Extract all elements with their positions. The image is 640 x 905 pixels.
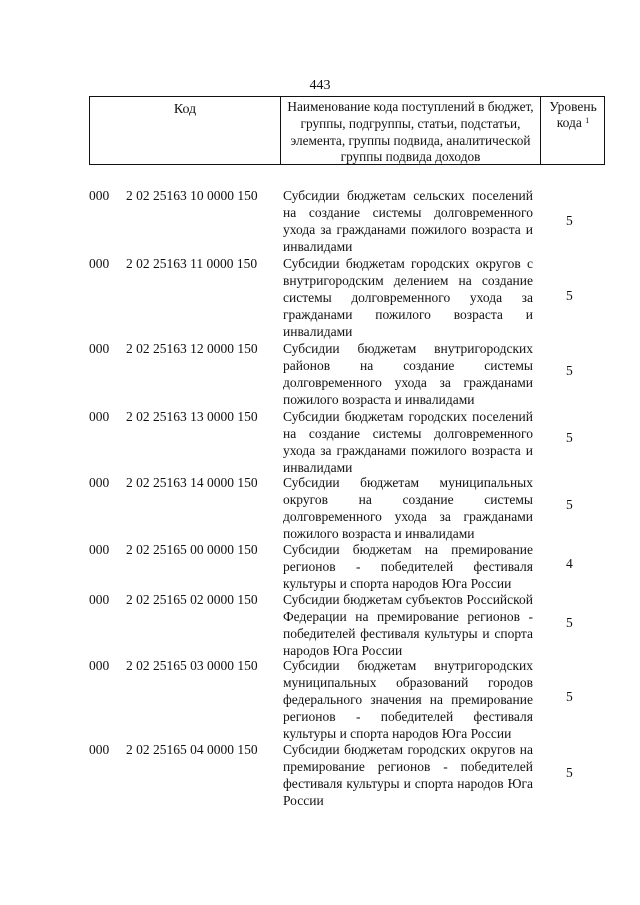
row-description: Субсидии бюджетам внутригородских муниципальных образований городов федерального значения на премирование регионов - победителей фестиваля культуры и спорта народов Юга России bbox=[283, 658, 533, 741]
row-prefix: 000 bbox=[89, 592, 110, 607]
row-level: 5 bbox=[566, 288, 573, 303]
row-prefix: 000 bbox=[89, 742, 110, 757]
row-prefix: 000 bbox=[89, 256, 110, 271]
header-level bbox=[541, 99, 605, 131]
row-level: 5 bbox=[566, 689, 573, 704]
row-code: 2 02 25165 04 0000 150 bbox=[126, 742, 258, 757]
row-prefix: 000 bbox=[89, 188, 110, 203]
row-description: Субсидии бюджетам субъектов Российской Федерации на премирование регионов - победителей фестиваля культуры и спорта народов Юга России bbox=[283, 592, 533, 658]
row-prefix: 000 bbox=[89, 542, 110, 557]
header-code: Код bbox=[173, 102, 197, 117]
row-description: Субсидии бюджетам на премирование регионов - победителей фестиваля культуры и спорта народов Юга России bbox=[283, 542, 533, 591]
row-description: Субсидии бюджетам сельских поселений на создание системы долговременного ухода за гражданами пожилого возраста и инвалидами bbox=[283, 188, 533, 254]
row-description: Субсидии бюджетам городских округов на премирование регионов - победителей фестиваля культуры и спорта народов Юга России bbox=[283, 742, 533, 808]
header-level-label: Уровень кода bbox=[549, 99, 597, 130]
row-prefix: 000 bbox=[89, 341, 110, 356]
footnote-mark: 1 bbox=[585, 116, 590, 125]
row-prefix: 000 bbox=[89, 658, 110, 673]
row-code: 2 02 25163 13 0000 150 bbox=[126, 409, 258, 424]
page-number: 443 bbox=[309, 78, 331, 93]
table-header bbox=[89, 96, 605, 165]
row-code: 2 02 25163 12 0000 150 bbox=[126, 341, 258, 356]
row-description: Субсидии бюджетам городских поселений на создание системы долговременного ухода за гражданами пожилого возраста и инвалидами bbox=[283, 409, 533, 475]
row-description: Субсидии бюджетам городских округов с внутригородским делением на создание системы долговременного ухода за гражданами пожилого возраста и инвалидами bbox=[283, 256, 533, 339]
row-code: 2 02 25165 00 0000 150 bbox=[126, 542, 258, 557]
row-level: 5 bbox=[566, 430, 573, 445]
row-level: 5 bbox=[566, 765, 573, 780]
row-code: 2 02 25163 14 0000 150 bbox=[126, 475, 258, 490]
row-code: 2 02 25163 11 0000 150 bbox=[126, 256, 258, 271]
row-level: 5 bbox=[566, 363, 573, 378]
row-code: 2 02 25165 03 0000 150 bbox=[126, 658, 258, 673]
row-level: 5 bbox=[566, 497, 573, 512]
row-prefix: 000 bbox=[89, 409, 110, 424]
row-level: 5 bbox=[566, 615, 573, 630]
row-level: 5 bbox=[566, 213, 573, 228]
row-code: 2 02 25163 10 0000 150 bbox=[126, 188, 258, 203]
header-name: Наименование кода поступлений в бюджет, группы, подгруппы, статьи, подстатьи, элемента, группы подвида, аналитической группы подвида доходов bbox=[287, 99, 534, 165]
row-prefix: 000 bbox=[89, 475, 110, 490]
row-description: Субсидии бюджетам муниципальных округов на создание системы долговременного ухода за гражданами пожилого возраста и инвалидами bbox=[283, 475, 533, 541]
row-code: 2 02 25165 02 0000 150 bbox=[126, 592, 258, 607]
row-description: Субсидии бюджетам внутригородских районов на создание системы долговременного ухода за гражданами пожилого возраста и инвалидами bbox=[283, 341, 533, 407]
row-level: 4 bbox=[566, 556, 573, 571]
